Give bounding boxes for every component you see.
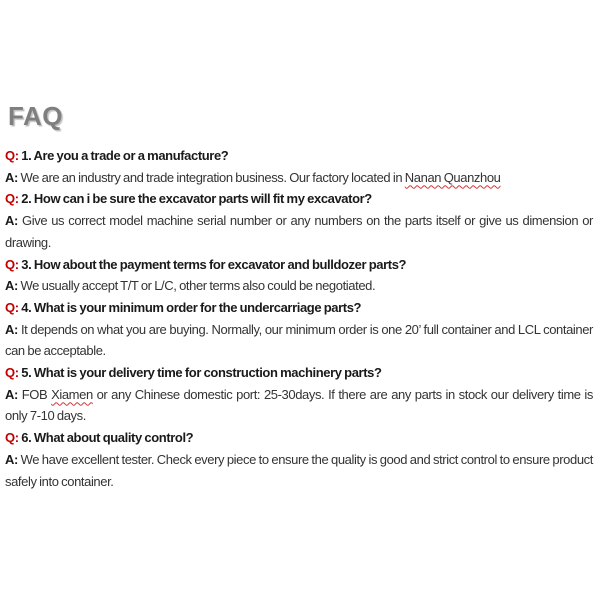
faq-question [5,362,593,384]
question-label: Q: [5,148,19,163]
faq-item-4 [5,297,593,362]
faq-item-2 [5,188,593,253]
answer-text: We are an industry and trade integration business. Our factory located in [20,169,405,185]
faq-answer [5,384,593,427]
faq-question [5,145,593,167]
answer-text: It depends on what you are buying. Normally, our minimum order is one 20’ full container and LCL container can be acceptable. [5,321,593,359]
answer-text: We usually accept T/T or L/C, other terms also could be negotiated. [20,278,376,294]
question-text: 3. How about the payment terms for excavator and bulldozer parts? [21,256,407,272]
answer-text: or any Chinese domestic port: 25-30days. If there are any parts in stock our delivery time is only 7-10 days. [5,386,593,424]
answer-label: A: [5,386,18,402]
faq-answer [5,167,593,189]
answer-label: A: [5,169,18,185]
faq-item-3 [5,254,593,297]
question-label: Q: [5,191,19,207]
faq-item-1 [5,145,593,188]
answer-label: A: [5,451,18,467]
faq-answer [5,449,593,492]
faq-answer [5,210,593,253]
faq-answer [5,275,593,297]
question-text: 1. Are you a trade or a manufacture? [21,148,229,163]
misspelled-word: Nanan Quanzhou [404,169,501,185]
question-label: Q: [5,365,19,381]
question-label: Q: [5,430,19,446]
faq-question [5,254,593,276]
faq-question [5,297,593,319]
answer-text: Give us correct model machine serial number or any numbers on the parts itself or give us dimension or drawing. [5,213,593,250]
faq-answer [5,319,593,362]
answer-label: A: [5,321,18,337]
answer-label: A: [5,278,18,294]
answer-label: A: [5,213,18,229]
faq-question [5,427,593,449]
question-text: 4. What is your minimum order for the undercarriage parts? [21,299,362,315]
question-text: 6. What about quality control? [21,430,194,446]
question-label: Q: [5,256,19,272]
question-label: Q: [5,299,19,315]
question-text: 5. What is your delivery time for construction machinery parts? [21,365,382,381]
document-content [5,0,593,492]
misspelled-word: Xiamen [51,386,93,402]
faq-question [5,188,593,210]
question-text: 2. How can i be sure the excavator parts will fit my excavator? [21,191,372,207]
page-title: FAQ [8,101,63,131]
faq-item-6 [5,427,593,492]
faq-list [5,145,593,492]
answer-text: We have excellent tester. Check every piece to ensure the quality is good and strict control to ensure product safely into container. [5,451,593,489]
answer-text: FOB [21,386,52,402]
faq-item-5 [5,362,593,427]
